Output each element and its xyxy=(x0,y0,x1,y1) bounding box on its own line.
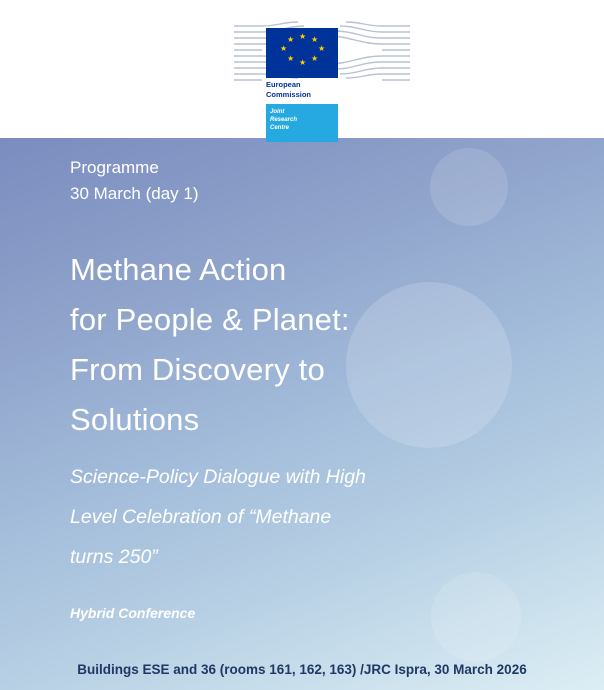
title-line-2: for People & Planet: xyxy=(70,302,350,337)
subtitle-line-3: turns 250” xyxy=(70,546,158,568)
subtitle-line-1: Science-Policy Dialogue with High xyxy=(70,466,366,488)
poster-footer xyxy=(0,636,604,690)
venue-and-date: Buildings ESE and 36 (rooms 161, 162, 163) /JRC Ispra, 30 March 2026 xyxy=(77,662,527,677)
ec-institution-name xyxy=(266,80,338,99)
ec-institution-line-1: European xyxy=(266,80,301,89)
kicker-line-2: 30 March (day 1) xyxy=(70,184,199,203)
ec-institution-line-2: Commission xyxy=(266,89,312,99)
conference-type-label: Hybrid Conference xyxy=(70,605,196,621)
jrc-line-2: Research xyxy=(270,117,298,123)
page-subtitle xyxy=(70,457,530,577)
jrc-line-3: Centre xyxy=(270,125,290,131)
jrc-line-1: Joint xyxy=(270,109,285,115)
programme-kicker xyxy=(70,155,530,207)
poster-content xyxy=(70,155,530,621)
page-title xyxy=(70,245,530,445)
kicker-line-1: Programme xyxy=(70,158,159,177)
title-line-1: Methane Action xyxy=(70,252,287,287)
subtitle-line-2: Level Celebration of “Methane xyxy=(70,506,332,528)
title-line-4: Solutions xyxy=(70,402,200,437)
header-band xyxy=(0,0,604,138)
title-line-3: From Discovery to xyxy=(70,352,325,387)
eu-flag-icon: ★ ★ ★ ★ ★ ★ ★ ★ xyxy=(266,28,338,78)
jrc-badge xyxy=(266,104,338,142)
jrc-badge-text xyxy=(270,108,297,132)
european-commission-logo xyxy=(232,8,412,136)
